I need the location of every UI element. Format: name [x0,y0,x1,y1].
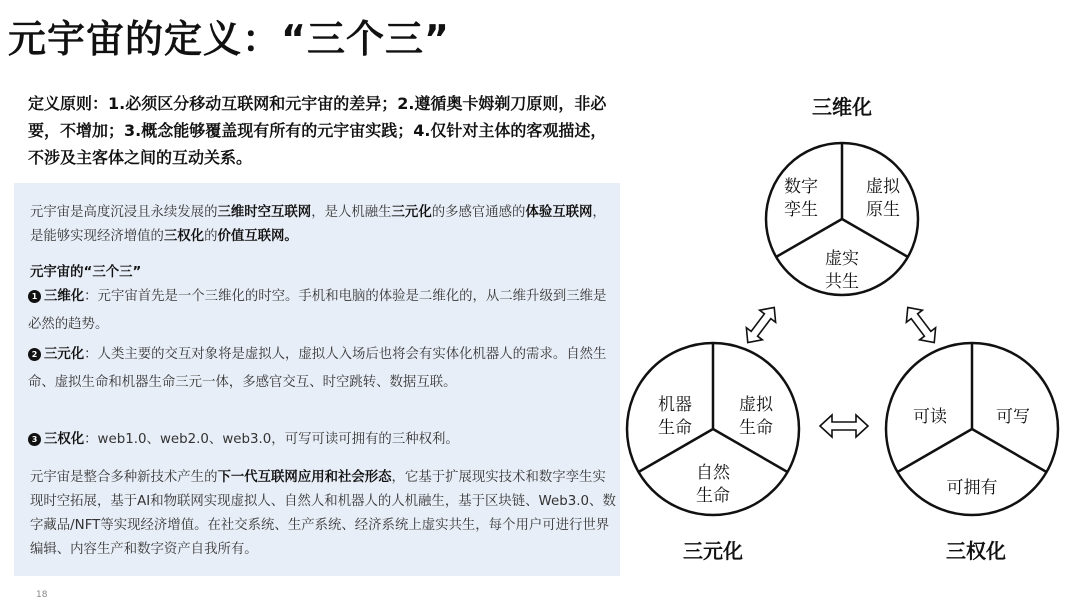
segment-digital-twin: 数字孪生 [784,177,818,220]
list-item-ternary: 2 三元化：人类主要的交互对象将是虚拟人，虚拟人入场后也将会有实体化机器人的需求。自然生命、虚拟生命和机器生命三元一体，多感官交互、时空跳转、数据互联。 [28,347,607,390]
pie-3d [766,143,918,295]
definition-principle: 定义原则：1.必须区分移动互联网和元宇宙的差异；2.遵循奥卡姆剃刀原则，非必要，不增加；3.概念能够覆盖现有所有的元宇宙实践；4.仅针对主体的客观描述，不涉及主客体之间的互动关系。 [28,94,607,167]
page-title: 元宇宙的定义：“三个三” [8,17,450,61]
number-badge: 3 [28,433,41,446]
content-panel [14,183,620,576]
pie-label-3d: 三维化 [812,95,872,119]
three-threes-diagram [620,80,1076,580]
summary-paragraph: 元宇宙是整合多种新技术产生的下一代互联网应用和社会形态，它基于扩展现实技术和数字孪生实现时空拓展，基于AI和物联网实现虚拟人、自然人和机器人的人机融生，基于区块链、Web3.0、数字藏品/NFT等实现经济增值。在社交系统、生产系统、经济系统上虚实共生，每个用户可进行世界编辑、内容生产和数字资产自我所有。 [30,470,616,557]
three-threes-subtitle: 元宇宙的“三个三” [30,265,142,280]
arrow-top-right-icon [900,301,942,348]
pie-ternary [627,343,799,515]
pie-label-ternary: 三元化 [683,539,743,563]
number-badge: 1 [28,290,41,303]
segment-virtual-life: 虚拟生命 [739,395,773,438]
list-item-rights: 3 三权化：web1.0、web2.0、web3.0，可写可读可拥有的三种权利。 [28,426,608,454]
number-badge: 2 [28,348,41,361]
segment-machine-life: 机器生命 [658,395,692,438]
segment-read: 可读 [913,407,947,427]
segment-write: 可写 [996,407,1030,427]
pie-rights [886,343,1058,515]
arrow-top-left-icon [740,301,782,348]
pie-label-rights: 三权化 [946,539,1006,563]
list-item-3d: 1 三维化：元宇宙首先是一个三维化的时空。手机和电脑的体验是二维化的，从二维升级到三维是必然的趋势。 [28,289,607,332]
page-number: 18 [36,590,48,600]
segment-own: 可拥有 [946,478,998,498]
arrow-horizontal-icon [820,415,868,437]
definition-paragraph: 元宇宙是高度沉浸且永续发展的三维时空互联网，是人机融生三元化的多感官通感的体验互联网，是能够实现经济增值的三权化的价值互联网。 [30,205,606,244]
segment-natural-life: 自然生命 [696,463,730,506]
segment-virtual-real: 虚实共生 [825,249,859,292]
segment-virtual-native: 虚拟原生 [866,177,900,220]
